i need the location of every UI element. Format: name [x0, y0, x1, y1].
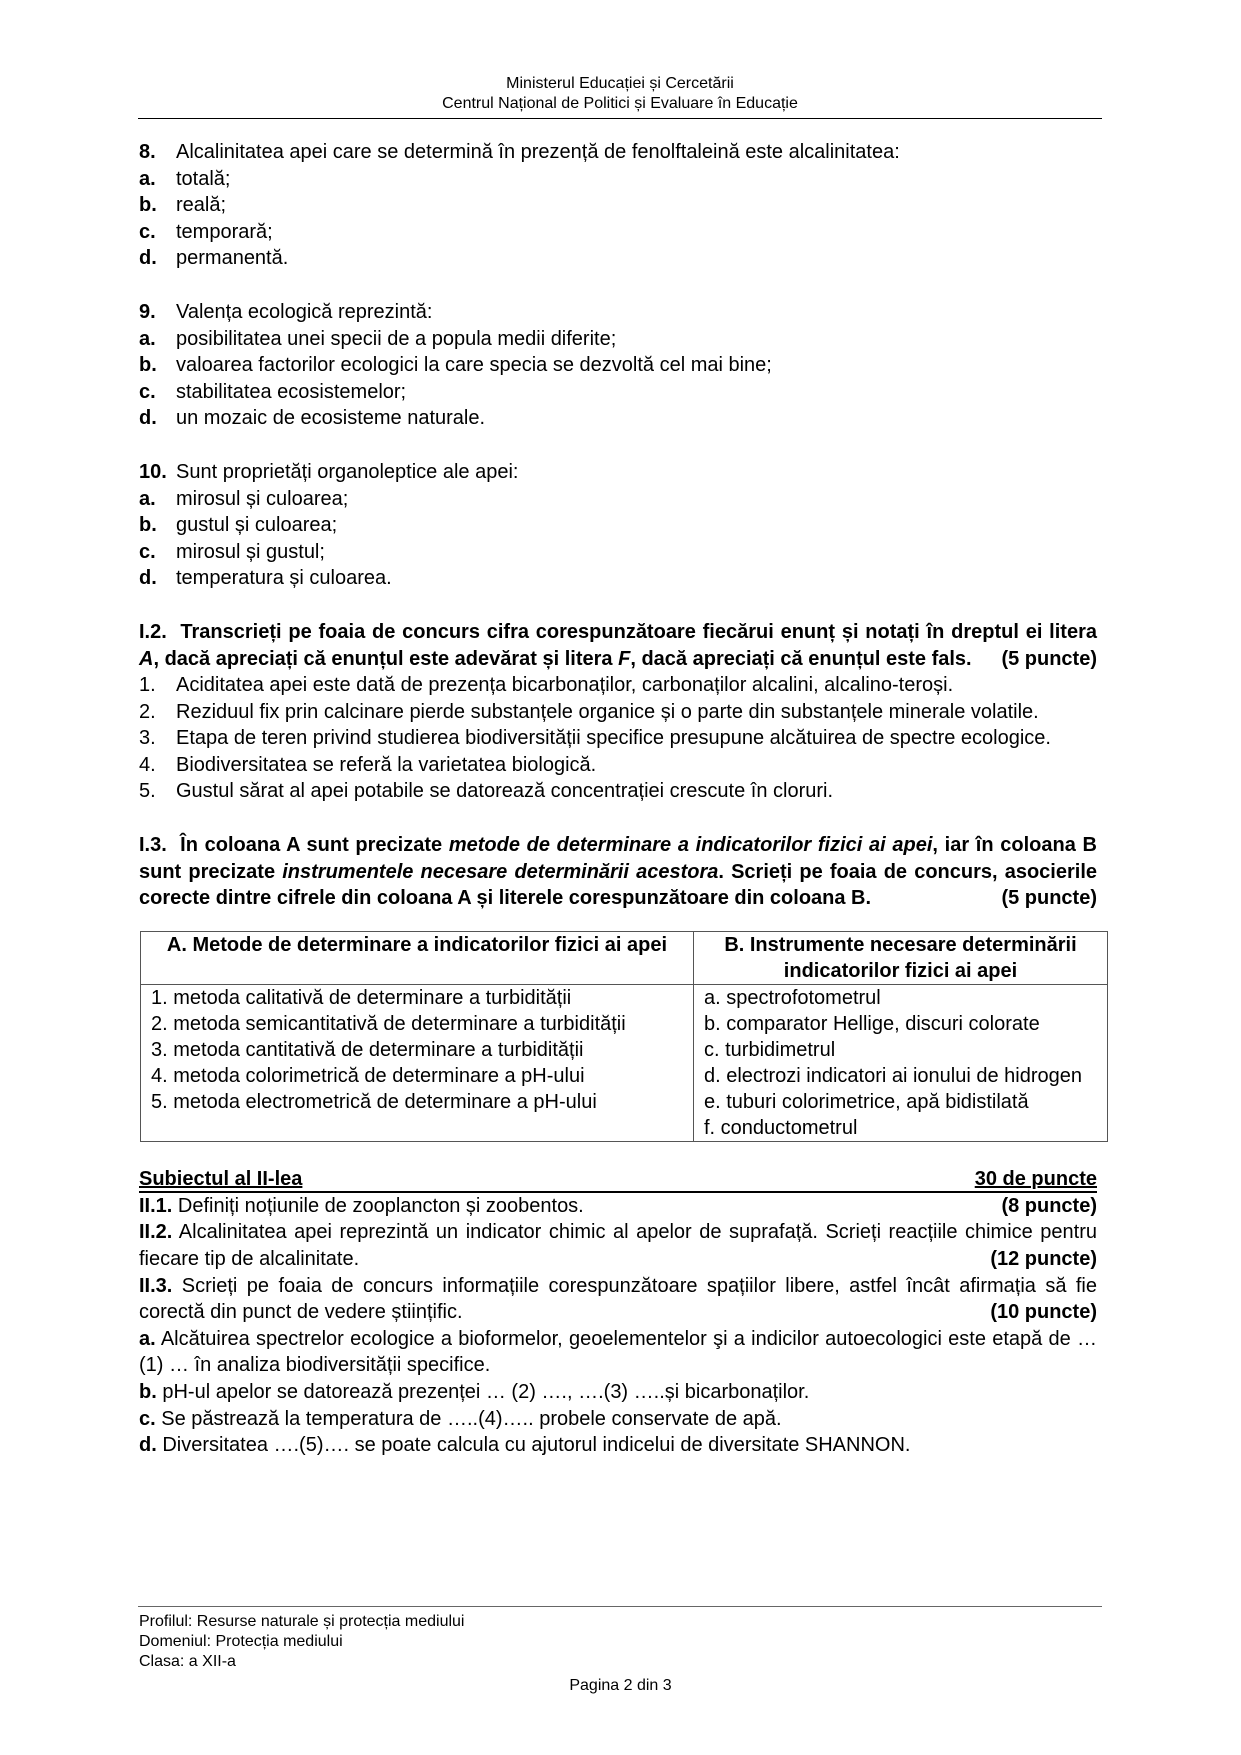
option-text: temporară; [176, 220, 273, 243]
option-text: posibilitatea unei specii de a popula medii diferite; [176, 327, 617, 350]
footer-divider [138, 1606, 1102, 1607]
method-item: 5. metoda electrometrică de determinare a pH-ului [151, 1090, 597, 1113]
option-a [139, 486, 1097, 513]
instruction-text: , dacă apreciați că enunțul este adevărat și litera [153, 647, 619, 670]
question-number: 9. [139, 300, 156, 323]
instrument-item: a. spectrofotometrul [704, 986, 881, 1009]
column-b-cell [694, 984, 1108, 1141]
fill-item-d [139, 1432, 1097, 1459]
question-9 [139, 299, 1097, 432]
instruction-italic: instrumentele necesare determinării acestora [282, 860, 719, 883]
option-text: mirosul și culoarea; [176, 487, 349, 510]
option-a [139, 166, 1097, 193]
table-header-row [141, 931, 1108, 984]
instrument-item: e. tuburi colorimetrice, apă bidistilată [704, 1090, 1029, 1113]
points-label: (10 puncte) [990, 1301, 1097, 1324]
fill-text: Diversitatea ….(5)…. se poate calcula cu ajutorul indicelui de diversitate SHANNON. [162, 1434, 911, 1457]
statement-text: Etapa de teren privind studierea biodiversității specifice presupune alcătuirea de spectre ecologice. [176, 727, 1051, 750]
subject-2-title: Subiectul al II-lea [139, 1167, 303, 1190]
option-text: permanentă. [176, 247, 289, 270]
statement-text: Aciditatea apei este dată de prezența bicarbonaților, carbonaților alcalini, alcalino-teroși. [176, 674, 954, 697]
footer-profile: Profilul: Resurse naturale și protecția mediului [139, 1613, 465, 1630]
instrument-item: f. conductometrul [704, 1116, 858, 1139]
page-footer [139, 1612, 464, 1672]
item-label: II.2. [139, 1221, 173, 1244]
statement-text: Gustul sărat al apei potabile se datorează concentrației crescute în cloruri. [176, 780, 834, 803]
subject-2 [139, 1167, 1097, 1459]
item-text: Scrieți pe foaia de concurs informațiile corespunzătoare spațiilor libere, astfel încât afirmația să fie corectă din punct de vedere științific. [139, 1274, 1097, 1324]
option-text: totală; [176, 167, 231, 190]
points-label: (5 puncte) [1001, 887, 1097, 910]
statement-number: 5. [139, 780, 156, 803]
item-ii3 [139, 1273, 1097, 1326]
option-letter: a. [139, 327, 156, 350]
instruction-text: Transcrieți pe foaia de concurs cifra corespunzătoare fiecărui enunț și notați în dreptul ei litera [180, 620, 1097, 643]
option-letter: c. [139, 220, 156, 243]
instrument-item: b. comparator Hellige, discuri colorate [704, 1012, 1040, 1035]
statement-number: 3. [139, 727, 156, 750]
instrument-item: d. electrozi indicatori ai ionului de hidrogen [704, 1064, 1083, 1087]
subject-2-title-row [139, 1167, 1097, 1193]
instrument-item: c. turbidimetrul [704, 1038, 836, 1061]
statement-text: Biodiversitatea se referă la varietatea biologică. [176, 753, 597, 776]
option-c [139, 539, 1097, 566]
points-label: (8 puncte) [1001, 1194, 1097, 1217]
section-label: I.2. [139, 620, 167, 643]
fill-text: Se păstrează la temperatura de …..(4)….. probele conservate de apă. [161, 1407, 782, 1430]
instruction-text: , iar în coloana B sunt precizate [139, 834, 1097, 883]
option-b [139, 192, 1097, 219]
option-text: temperatura și culoarea. [176, 567, 392, 590]
question-8 [139, 139, 1097, 272]
statement-number: 4. [139, 753, 156, 776]
fill-text: pH-ul apelor se datorează prezenței … (2) …., ….(3) …..și bicarbonaților. [162, 1381, 810, 1403]
option-text: reală; [176, 194, 227, 217]
option-b [139, 512, 1097, 539]
item-label: II.1. [139, 1194, 173, 1217]
item-ii1 [139, 1193, 1097, 1220]
page-number: Pagina 2 din 3 [569, 1677, 672, 1694]
option-d [139, 245, 1097, 272]
fill-item-c [139, 1406, 1097, 1433]
question-text: Alcalinitatea apei care se determină în prezență de fenolftaleină este alcalinitatea: [176, 141, 900, 163]
option-text: un mozaic de ecosisteme naturale. [176, 407, 486, 430]
option-text: mirosul și gustul; [176, 540, 325, 563]
question-number: 8. [139, 141, 156, 163]
points-label: (12 puncte) [990, 1248, 1097, 1271]
i2-instructions [139, 619, 1097, 672]
option-d [139, 565, 1097, 592]
ministry-name: Ministerul Educației și Cercetării [506, 75, 734, 92]
statement-4 [139, 752, 1097, 779]
i3-instructions [139, 832, 1097, 912]
instruction-text: În coloana A sunt precizate [180, 834, 449, 857]
statement-1 [139, 672, 1097, 699]
instruction-text: . Scrieți pe foaia de concurs, asocierile corecte dintre cifrele din coloana A și literele corespunzătoare din coloana B. [139, 860, 1097, 910]
question-10 [139, 459, 1097, 592]
footer-class: Clasa: a XII-a [139, 1653, 236, 1670]
option-a [139, 326, 1097, 353]
section-label: I.3. [139, 834, 167, 857]
footer-domain: Domeniul: Protecția mediului [139, 1633, 343, 1650]
instruction-italic: metode de determinare a indicatorilor fizici ai apei [448, 834, 933, 857]
option-letter: d. [139, 567, 157, 590]
option-letter: b. [139, 194, 157, 217]
association-table [140, 931, 1108, 1142]
statement-3 [139, 725, 1097, 752]
column-b-header: B. Instrumente necesare determinării indicatorilor fizici ai apei [694, 931, 1108, 984]
page-content [139, 139, 1097, 1459]
question-text: Sunt proprietăți organoleptice ale apei: [176, 460, 519, 483]
method-item: 2. metoda semicantitativă de determinare a turbidității [151, 1012, 626, 1035]
method-item: 1. metoda calitativă de determinare a turbidității [151, 986, 572, 1009]
letter-a: A [139, 647, 154, 670]
item-text: Definiți noțiunile de zooplancton și zoobentos. [177, 1194, 584, 1217]
fill-letter: c. [139, 1407, 156, 1430]
option-letter: a. [139, 167, 156, 190]
option-c [139, 379, 1097, 406]
subject-2-points: 30 de puncte [974, 1167, 1097, 1190]
item-label: II.3. [139, 1274, 173, 1297]
option-letter: d. [139, 247, 157, 270]
section-i2 [139, 619, 1097, 805]
option-text: valoarea factorilor ecologici la care specia se dezvoltă cel mai bine; [176, 354, 772, 377]
option-letter: c. [139, 540, 156, 563]
option-text: stabilitatea ecosistemelor; [176, 380, 407, 403]
fill-letter: d. [139, 1434, 157, 1457]
column-a-header: A. Metode de determinare a indicatorilor fizici ai apei [141, 931, 694, 984]
option-text: gustul și culoarea; [176, 514, 338, 537]
fill-item-a [139, 1326, 1097, 1379]
instruction-text: , dacă apreciați că enunțul este fals. [630, 647, 972, 670]
statement-number: 1. [139, 674, 156, 697]
option-b [139, 352, 1097, 379]
letter-f: F [618, 647, 631, 670]
points-label: (5 puncte) [1001, 647, 1097, 670]
option-letter: b. [139, 514, 157, 537]
method-item: 3. metoda cantitativă de determinare a turbidității [151, 1038, 584, 1061]
fill-letter: b. [139, 1381, 157, 1403]
column-a-cell [141, 984, 694, 1141]
option-letter: d. [139, 407, 157, 430]
option-letter: c. [139, 380, 156, 403]
section-i3 [139, 832, 1097, 1142]
statement-text: Reziduul fix prin calcinare pierde substanțele organice și o parte din substanțele minerale volatile. [176, 700, 1039, 723]
option-letter: a. [139, 487, 156, 510]
question-text: Valența ecologică reprezintă: [176, 300, 433, 323]
fill-letter: a. [139, 1327, 156, 1350]
statement-5 [139, 778, 1097, 805]
center-name: Centrul Național de Politici și Evaluare în Educație [442, 95, 798, 112]
statement-number: 2. [139, 700, 156, 723]
header-divider [138, 118, 1102, 119]
method-item: 4. metoda colorimetrică de determinare a pH-ului [151, 1064, 585, 1087]
option-d [139, 405, 1097, 432]
option-letter: b. [139, 354, 157, 377]
item-ii2 [139, 1219, 1097, 1272]
fill-item-b [139, 1379, 1097, 1406]
statement-2 [139, 699, 1097, 726]
option-c [139, 219, 1097, 246]
question-number: 10. [139, 460, 167, 483]
item-text: Alcalinitatea apei reprezintă un indicator chimic al apelor de suprafață. Scrieți reacțiile chimice pentru fiecare tip de alcalinitate. [139, 1221, 1097, 1271]
table-body-row [141, 984, 1108, 1141]
fill-text: Alcătuirea spectrelor ecologice a bioformelor, geoelementelor şi a indicilor autoecologici este etapă de … (1) … în analiza biodiversității specifice. [139, 1327, 1098, 1377]
page-header [138, 74, 1102, 114]
